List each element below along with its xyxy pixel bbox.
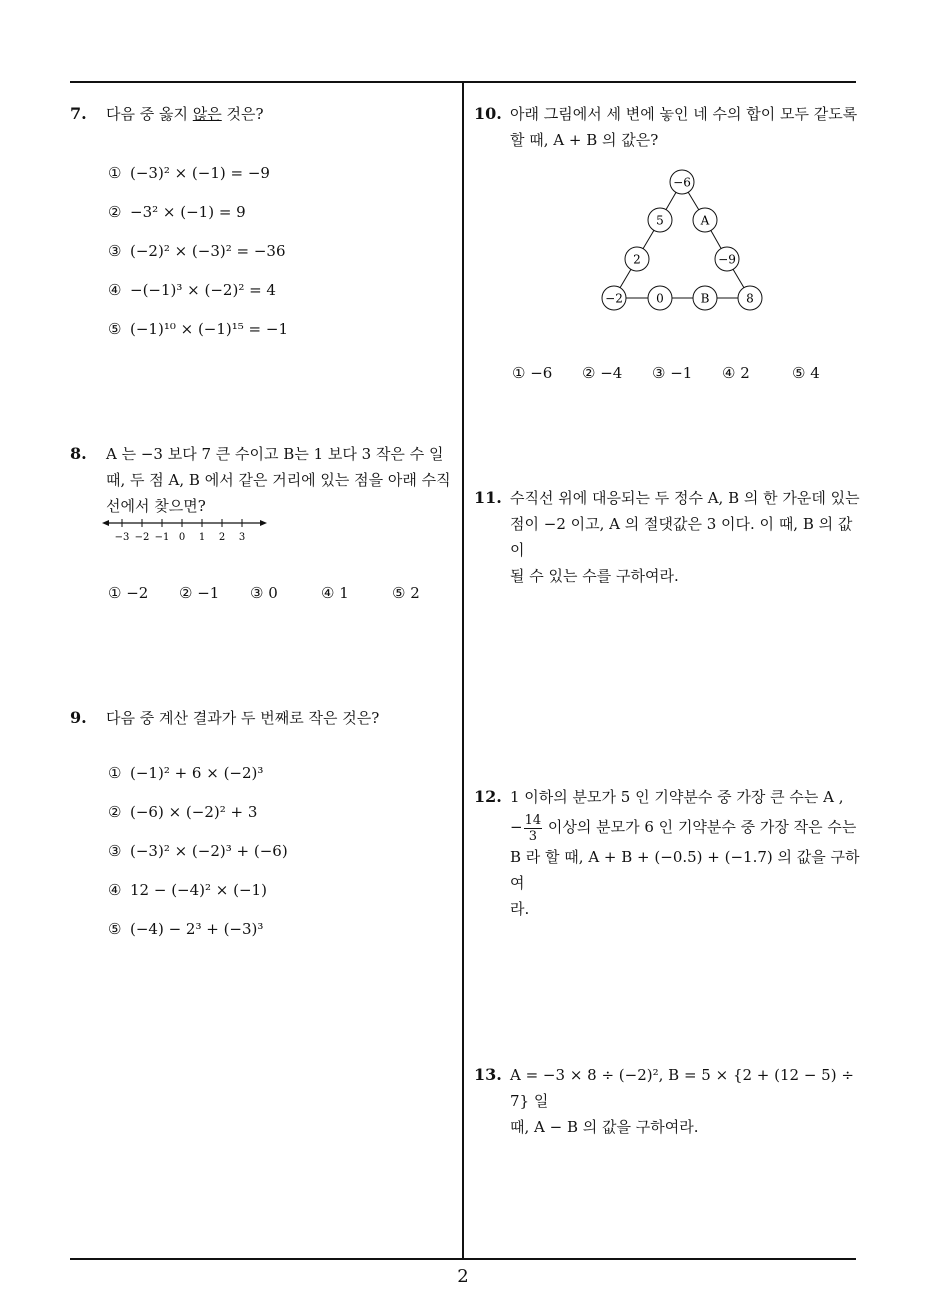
option-4[interactable]: ④ 2 [722, 364, 750, 382]
option-marker: ④ [108, 281, 122, 299]
triangle-diagram [596, 165, 771, 315]
option-text: (−3)² × (−2)³ + (−6) [130, 842, 288, 860]
option-5[interactable] [108, 920, 263, 938]
triangle-node-label: −2 [605, 291, 623, 306]
option-2[interactable]: ② −1 [179, 584, 220, 602]
fraction: $\frac{14}{3}$ [524, 812, 542, 844]
question-10 [474, 101, 860, 153]
question-8 [70, 441, 456, 519]
tick-label: −3 [114, 532, 130, 543]
option-text: (−6) × (−2)² + 3 [130, 803, 258, 821]
triangle-edge [666, 192, 676, 209]
option-5[interactable]: ⑤ 4 [792, 364, 820, 382]
option-text: −(−1)³ × (−2)² = 4 [130, 281, 276, 299]
option-text: (−4) − 2³ + (−3)³ [130, 920, 264, 938]
option-1[interactable]: ① −6 [512, 364, 553, 382]
triangle-node-label: −9 [718, 252, 736, 267]
option-marker: ⑤ [108, 920, 122, 938]
tick-label: 0 [178, 532, 186, 543]
option-4[interactable] [108, 281, 276, 299]
option-marker: ① [108, 164, 122, 182]
q10-options [512, 364, 862, 382]
question-number: 10. [474, 104, 502, 123]
question-7 [70, 101, 450, 127]
option-text: (−2)² × (−3)² = −36 [130, 242, 286, 260]
option-marker: ⑤ [108, 320, 122, 338]
option-3[interactable]: ③ −1 [652, 364, 693, 382]
triangle-node-label: 5 [656, 213, 664, 228]
question-9 [70, 705, 450, 731]
option-text: −3² × (−1) = 9 [130, 203, 246, 221]
option-marker: ④ [108, 881, 122, 899]
option-3[interactable]: ③ 0 [250, 584, 278, 602]
option-3[interactable] [108, 842, 288, 860]
column-divider [462, 83, 464, 1260]
option-text: (−3)² × (−1) = −9 [130, 164, 270, 182]
option-text: (−1)¹⁰ × (−1)¹⁵ = −1 [130, 320, 289, 338]
question-text: A 는 −3 보다 7 큰 수이고 B는 1 보다 3 작은 수 일 때, 두 점 A, B 에서 같은 거리에 있는 점을 아래 수직 선에서 찾으면? [106, 445, 451, 515]
triangle-node-label: 2 [633, 252, 641, 267]
option-1[interactable] [108, 764, 263, 782]
triangle-node-label: B [700, 291, 710, 306]
triangle-edge [711, 230, 721, 248]
question-text: 수직선 위에 대응되는 두 정수 A, B 의 한 가운데 있는 점이 −2 이고, A 의 절댓값은 3 이다. 이 때, B 의 값이 될 수 있는 수를 구하여라. [510, 489, 860, 585]
option-4[interactable] [108, 881, 267, 899]
triangle-node-label: −6 [673, 175, 691, 190]
option-1[interactable]: ① −2 [108, 584, 149, 602]
tick-label: −2 [134, 532, 150, 543]
option-5[interactable] [108, 320, 288, 338]
question-text: 1 이하의 분모가 5 인 기약분수 중 가장 큰 수는 A , − $\frac{14}{3}$ 이상의 분모가 6 인 기약분수 중 가장 작은 수는 B 라 할 때, A + B + (−0.5) + (−1.7) 의 값을 구하여 라. [510, 788, 860, 918]
option-marker: ③ [108, 842, 122, 860]
option-marker: ① [108, 764, 122, 782]
question-number: 7. [70, 104, 87, 123]
option-2[interactable] [108, 803, 257, 821]
option-3[interactable] [108, 242, 286, 260]
option-2[interactable] [108, 203, 246, 221]
question-number: 11. [474, 488, 502, 507]
option-1[interactable] [108, 164, 270, 182]
question-13 [474, 1062, 860, 1140]
triangle-edge [688, 192, 699, 209]
number-line [100, 512, 270, 544]
triangle-edge [620, 269, 631, 287]
question-text: A = −3 × 8 ÷ (−2)², B = 5 × {2 + (12 − 5) ÷ 7} 일 때, A − B 의 값을 구하여라. [510, 1066, 854, 1136]
triangle-node-label: 0 [656, 291, 664, 306]
question-number: 9. [70, 708, 87, 727]
tick-label: 3 [238, 532, 246, 543]
question-11 [474, 485, 860, 589]
question-text: 아래 그림에서 세 변에 놓인 네 수의 합이 모두 같도록 할 때, A + B 의 값은? [510, 105, 858, 149]
question-number: 12. [474, 787, 502, 806]
tick-label: 2 [218, 532, 226, 543]
option-2[interactable]: ② −4 [582, 364, 623, 382]
tick-label: −1 [154, 532, 170, 543]
question-text: 다음 중 계산 결과가 두 번째로 작은 것은? [106, 709, 380, 727]
q8-options [108, 584, 463, 602]
question-12 [474, 784, 860, 922]
option-marker: ② [108, 803, 122, 821]
triangle-edge [643, 230, 654, 248]
option-text: (−1)² + 6 × (−2)³ [130, 764, 264, 782]
triangle-node-label: A [700, 213, 710, 228]
question-number: 8. [70, 444, 87, 463]
option-4[interactable]: ④ 1 [321, 584, 349, 602]
option-marker: ③ [108, 242, 122, 260]
page-number: 2 [457, 1266, 469, 1287]
option-text: 12 − (−4)² × (−1) [130, 881, 267, 899]
tick-label: 1 [198, 532, 206, 543]
triangle-edge [733, 269, 744, 287]
triangle-node-label: 8 [746, 291, 754, 306]
question-number: 13. [474, 1065, 502, 1084]
option-marker: ② [108, 203, 122, 221]
option-5[interactable]: ⑤ 2 [392, 584, 420, 602]
question-text: 다음 중 옳지 않은 것은? [106, 105, 264, 123]
